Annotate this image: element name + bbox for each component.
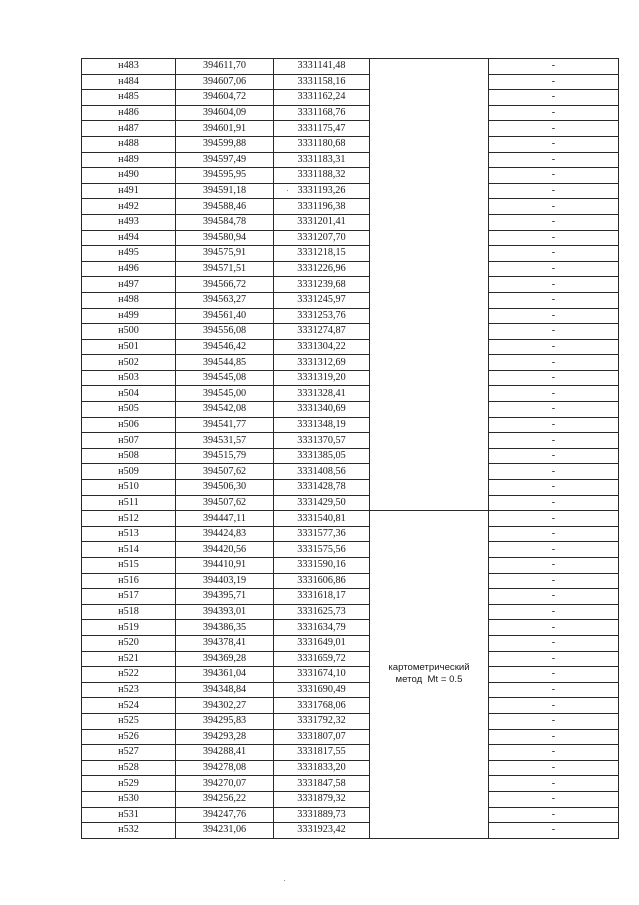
x-coordinate-cell: 394599,88 [176, 136, 274, 152]
y-coordinate-cell: 3331575,56 [274, 542, 370, 558]
point-name-cell: н503 [82, 370, 176, 386]
y-coordinate-cell: 3331649,01 [274, 635, 370, 651]
y-coordinate-cell: 3331889,73 [274, 807, 370, 823]
dash-cell: - [489, 745, 619, 761]
point-name-cell: н516 [82, 573, 176, 589]
x-coordinate-cell: 394584,78 [176, 214, 274, 230]
point-name-cell: н506 [82, 417, 176, 433]
dash-cell: - [489, 74, 619, 90]
dash-cell: - [489, 59, 619, 75]
table-row [82, 402, 619, 418]
dash-cell: - [489, 277, 619, 293]
point-name-cell: н530 [82, 791, 176, 807]
x-coordinate-cell: 394293,28 [176, 729, 274, 745]
x-coordinate-cell: 394541,77 [176, 417, 274, 433]
dash-cell: - [489, 308, 619, 324]
y-coordinate-cell: 3331340,69 [274, 402, 370, 418]
x-coordinate-cell: 394604,09 [176, 105, 274, 121]
y-coordinate-cell: 3331201,41 [274, 214, 370, 230]
y-coordinate-cell: 3331141,48 [274, 59, 370, 75]
y-coordinate-cell: 3331618,17 [274, 589, 370, 605]
point-name-cell: н483 [82, 59, 176, 75]
point-name-cell: н510 [82, 480, 176, 496]
x-coordinate-cell: 394575,91 [176, 246, 274, 262]
point-name-cell: н507 [82, 433, 176, 449]
x-coordinate-cell: 394403,19 [176, 573, 274, 589]
dash-cell: - [489, 511, 619, 527]
table-row [82, 370, 619, 386]
table-row [82, 246, 619, 262]
dash-cell: - [489, 230, 619, 246]
y-coordinate-cell: 3331253,76 [274, 308, 370, 324]
dash-cell: - [489, 651, 619, 667]
x-coordinate-cell: 394604,72 [176, 90, 274, 106]
point-name-cell: н518 [82, 604, 176, 620]
table-row [82, 121, 619, 137]
y-coordinate-cell: 3331768,06 [274, 698, 370, 714]
x-coordinate-cell: 394531,57 [176, 433, 274, 449]
dash-cell: - [489, 448, 619, 464]
dash-cell: - [489, 433, 619, 449]
table-row [82, 667, 619, 683]
table-row [82, 620, 619, 636]
table-row [82, 526, 619, 542]
x-coordinate-cell: 394386,35 [176, 620, 274, 636]
y-coordinate-cell: 3331183,31 [274, 152, 370, 168]
table-row [82, 464, 619, 480]
x-coordinate-cell: 394571,51 [176, 261, 274, 277]
point-name-cell: н525 [82, 713, 176, 729]
table-row [82, 417, 619, 433]
table-row [82, 729, 619, 745]
y-coordinate-cell: 3331175,47 [274, 121, 370, 137]
point-name-cell: н500 [82, 324, 176, 340]
point-name-cell: н508 [82, 448, 176, 464]
x-coordinate-cell: 394591,18 [176, 183, 274, 199]
dash-cell: - [489, 480, 619, 496]
y-coordinate-cell: 3331274,87 [274, 324, 370, 340]
dash-cell: - [489, 635, 619, 651]
x-coordinate-cell: 394580,94 [176, 230, 274, 246]
x-coordinate-cell: 394563,27 [176, 292, 274, 308]
x-coordinate-cell: 394447,11 [176, 511, 274, 527]
x-coordinate-cell: 394278,08 [176, 760, 274, 776]
dash-cell: - [489, 682, 619, 698]
dash-cell: - [489, 199, 619, 215]
x-coordinate-cell: 394231,06 [176, 823, 274, 839]
dash-cell: - [489, 776, 619, 792]
table-row [82, 651, 619, 667]
table-row [82, 214, 619, 230]
table-row [82, 152, 619, 168]
x-coordinate-cell: 394270,07 [176, 776, 274, 792]
y-coordinate-cell: 3331370,57 [274, 433, 370, 449]
method-accuracy-label: метод Mt = 0.5 [395, 674, 463, 686]
table-row [82, 511, 619, 527]
point-name-cell: н501 [82, 339, 176, 355]
x-coordinate-cell: 394256,22 [176, 791, 274, 807]
table-row [82, 355, 619, 371]
table-row [82, 277, 619, 293]
y-coordinate-cell: 3331590,16 [274, 558, 370, 574]
table-row [82, 573, 619, 589]
dash-cell: - [489, 386, 619, 402]
dash-cell: - [489, 464, 619, 480]
point-name-cell: н494 [82, 230, 176, 246]
y-coordinate-cell: 3331158,16 [274, 74, 370, 90]
table-row [82, 136, 619, 152]
point-name-cell: н531 [82, 807, 176, 823]
method-name-label: картометрический [388, 662, 470, 674]
y-coordinate-cell: 3331348,19 [274, 417, 370, 433]
dash-cell: - [489, 355, 619, 371]
y-coordinate-cell: 3331239,68 [274, 277, 370, 293]
coordinates-table [81, 58, 619, 839]
point-name-cell: н493 [82, 214, 176, 230]
table-row [82, 90, 619, 106]
y-coordinate-cell: 3331429,50 [274, 495, 370, 511]
dash-cell: - [489, 667, 619, 683]
point-name-cell: н517 [82, 589, 176, 605]
table-row [82, 292, 619, 308]
y-coordinate-cell: 3331188,32 [274, 168, 370, 184]
y-coordinate-cell: 3331847,58 [274, 776, 370, 792]
x-coordinate-cell: 394348,84 [176, 682, 274, 698]
table-row [82, 386, 619, 402]
point-name-cell: н529 [82, 776, 176, 792]
y-coordinate-cell: 3331319,20 [274, 370, 370, 386]
table-row [82, 183, 619, 199]
y-coordinate-cell: 3331606,86 [274, 573, 370, 589]
point-name-cell: н528 [82, 760, 176, 776]
table-row [82, 261, 619, 277]
point-name-cell: н526 [82, 729, 176, 745]
dash-cell: - [489, 823, 619, 839]
x-coordinate-cell: 394597,49 [176, 152, 274, 168]
x-coordinate-cell: 394544,85 [176, 355, 274, 371]
dash-cell: - [489, 324, 619, 340]
method-cell-empty [370, 59, 489, 511]
y-coordinate-cell: 3331634,79 [274, 620, 370, 636]
point-name-cell: н491 [82, 183, 176, 199]
table-row [82, 59, 619, 75]
dash-cell: - [489, 573, 619, 589]
x-coordinate-cell: 394545,08 [176, 370, 274, 386]
x-coordinate-cell: 394378,41 [176, 635, 274, 651]
dash-cell: - [489, 526, 619, 542]
table-row [82, 760, 619, 776]
scan-speck [284, 880, 285, 881]
dash-cell: - [489, 698, 619, 714]
point-name-cell: н513 [82, 526, 176, 542]
x-coordinate-cell: 394588,46 [176, 199, 274, 215]
dash-cell: - [489, 246, 619, 262]
y-coordinate-cell: 3331428,78 [274, 480, 370, 496]
y-coordinate-cell: 3331180,68 [274, 136, 370, 152]
x-coordinate-cell: 394507,62 [176, 464, 274, 480]
point-name-cell: н509 [82, 464, 176, 480]
dash-cell: - [489, 370, 619, 386]
point-name-cell: н519 [82, 620, 176, 636]
x-coordinate-cell: 394542,08 [176, 402, 274, 418]
y-coordinate-cell: 3331625,73 [274, 604, 370, 620]
point-name-cell: н523 [82, 682, 176, 698]
x-coordinate-cell: 394546,42 [176, 339, 274, 355]
dash-cell: - [489, 183, 619, 199]
point-name-cell: н496 [82, 261, 176, 277]
point-name-cell: н502 [82, 355, 176, 371]
dash-cell: - [489, 121, 619, 137]
dash-cell: - [489, 214, 619, 230]
y-coordinate-cell: 3331792,32 [274, 713, 370, 729]
dash-cell: - [489, 105, 619, 121]
y-coordinate-cell: 3331385,05 [274, 448, 370, 464]
dash-cell: - [489, 417, 619, 433]
dash-cell: - [489, 542, 619, 558]
x-coordinate-cell: 394247,76 [176, 807, 274, 823]
point-name-cell: н492 [82, 199, 176, 215]
table-row [82, 74, 619, 90]
table-row [82, 745, 619, 761]
table-row [82, 480, 619, 496]
x-coordinate-cell: 394369,28 [176, 651, 274, 667]
dash-cell: - [489, 292, 619, 308]
x-coordinate-cell: 394288,41 [176, 745, 274, 761]
table-row [82, 230, 619, 246]
x-coordinate-cell: 394410,91 [176, 558, 274, 574]
point-name-cell: н527 [82, 745, 176, 761]
point-name-cell: н486 [82, 105, 176, 121]
x-coordinate-cell: 394566,72 [176, 277, 274, 293]
coordinates-table-body [82, 59, 619, 839]
table-row [82, 199, 619, 215]
point-name-cell: н515 [82, 558, 176, 574]
dash-cell: - [489, 760, 619, 776]
point-name-cell: н497 [82, 277, 176, 293]
table-row [82, 558, 619, 574]
x-coordinate-cell: 394507,62 [176, 495, 274, 511]
x-coordinate-cell: 394601,91 [176, 121, 274, 137]
y-coordinate-cell: 3331245,97 [274, 292, 370, 308]
point-name-cell: н524 [82, 698, 176, 714]
point-name-cell: н498 [82, 292, 176, 308]
dash-cell: - [489, 152, 619, 168]
table-row [82, 807, 619, 823]
y-coordinate-cell: 3331218,15 [274, 246, 370, 262]
point-name-cell: н490 [82, 168, 176, 184]
point-name-cell: н488 [82, 136, 176, 152]
x-coordinate-cell: 394515,79 [176, 448, 274, 464]
point-name-cell: н521 [82, 651, 176, 667]
dash-cell: - [489, 620, 619, 636]
y-coordinate-cell: 3331196,38 [274, 199, 370, 215]
y-coordinate-cell: 3331674,10 [274, 667, 370, 683]
dash-cell: - [489, 713, 619, 729]
point-name-cell: н522 [82, 667, 176, 683]
table-row [82, 635, 619, 651]
dash-cell: - [489, 261, 619, 277]
y-coordinate-cell: 3331817,55 [274, 745, 370, 761]
table-row [82, 791, 619, 807]
table-row [82, 776, 619, 792]
dash-cell: - [489, 495, 619, 511]
table-row [82, 823, 619, 839]
y-coordinate-cell: 3331833,20 [274, 760, 370, 776]
x-coordinate-cell: 394611,70 [176, 59, 274, 75]
table-row [82, 542, 619, 558]
dash-cell: - [489, 589, 619, 605]
table-row [82, 495, 619, 511]
x-coordinate-cell: 394545,00 [176, 386, 274, 402]
dash-cell: - [489, 136, 619, 152]
point-name-cell: н512 [82, 511, 176, 527]
table-row [82, 682, 619, 698]
table-row [82, 698, 619, 714]
dash-cell: - [489, 729, 619, 745]
dash-cell: - [489, 604, 619, 620]
y-coordinate-cell: 3331807,07 [274, 729, 370, 745]
scan-speck [287, 190, 288, 191]
point-name-cell: н487 [82, 121, 176, 137]
y-coordinate-cell: 3331162,24 [274, 90, 370, 106]
point-name-cell: н532 [82, 823, 176, 839]
point-name-cell: н484 [82, 74, 176, 90]
x-coordinate-cell: 394561,40 [176, 308, 274, 324]
point-name-cell: н499 [82, 308, 176, 324]
dash-cell: - [489, 168, 619, 184]
x-coordinate-cell: 394302,27 [176, 698, 274, 714]
x-coordinate-cell: 394361,04 [176, 667, 274, 683]
x-coordinate-cell: 394595,95 [176, 168, 274, 184]
y-coordinate-cell: 3331304,22 [274, 339, 370, 355]
point-name-cell: н495 [82, 246, 176, 262]
y-coordinate-cell: 3331577,36 [274, 526, 370, 542]
table-row [82, 324, 619, 340]
y-coordinate-cell: 3331659,72 [274, 651, 370, 667]
table-row [82, 168, 619, 184]
point-name-cell: н504 [82, 386, 176, 402]
x-coordinate-cell: 394420,56 [176, 542, 274, 558]
table-row [82, 448, 619, 464]
y-coordinate-cell: 3331408,56 [274, 464, 370, 480]
x-coordinate-cell: 394556,08 [176, 324, 274, 340]
y-coordinate-cell: 3331193,26 [274, 183, 370, 199]
method-cell [370, 511, 489, 838]
table-row [82, 339, 619, 355]
dash-cell: - [489, 90, 619, 106]
x-coordinate-cell: 394607,06 [176, 74, 274, 90]
y-coordinate-cell: 3331328,41 [274, 386, 370, 402]
table-row [82, 105, 619, 121]
table-row [82, 589, 619, 605]
point-name-cell: н485 [82, 90, 176, 106]
point-name-cell: н505 [82, 402, 176, 418]
dash-cell: - [489, 558, 619, 574]
y-coordinate-cell: 3331207,70 [274, 230, 370, 246]
x-coordinate-cell: 394506,30 [176, 480, 274, 496]
table-row [82, 713, 619, 729]
dash-cell: - [489, 402, 619, 418]
point-name-cell: н514 [82, 542, 176, 558]
dash-cell: - [489, 807, 619, 823]
y-coordinate-cell: 3331168,76 [274, 105, 370, 121]
table-row [82, 308, 619, 324]
y-coordinate-cell: 3331690,49 [274, 682, 370, 698]
point-name-cell: н511 [82, 495, 176, 511]
table-row [82, 604, 619, 620]
point-name-cell: н489 [82, 152, 176, 168]
x-coordinate-cell: 394395,71 [176, 589, 274, 605]
y-coordinate-cell: 3331312,69 [274, 355, 370, 371]
x-coordinate-cell: 394393,01 [176, 604, 274, 620]
x-coordinate-cell: 394424,83 [176, 526, 274, 542]
y-coordinate-cell: 3331879,32 [274, 791, 370, 807]
x-coordinate-cell: 394295,83 [176, 713, 274, 729]
y-coordinate-cell: 3331226,96 [274, 261, 370, 277]
dash-cell: - [489, 791, 619, 807]
point-name-cell: н520 [82, 635, 176, 651]
y-coordinate-cell: 3331540,81 [274, 511, 370, 527]
table-row [82, 433, 619, 449]
y-coordinate-cell: 3331923,42 [274, 823, 370, 839]
dash-cell: - [489, 339, 619, 355]
